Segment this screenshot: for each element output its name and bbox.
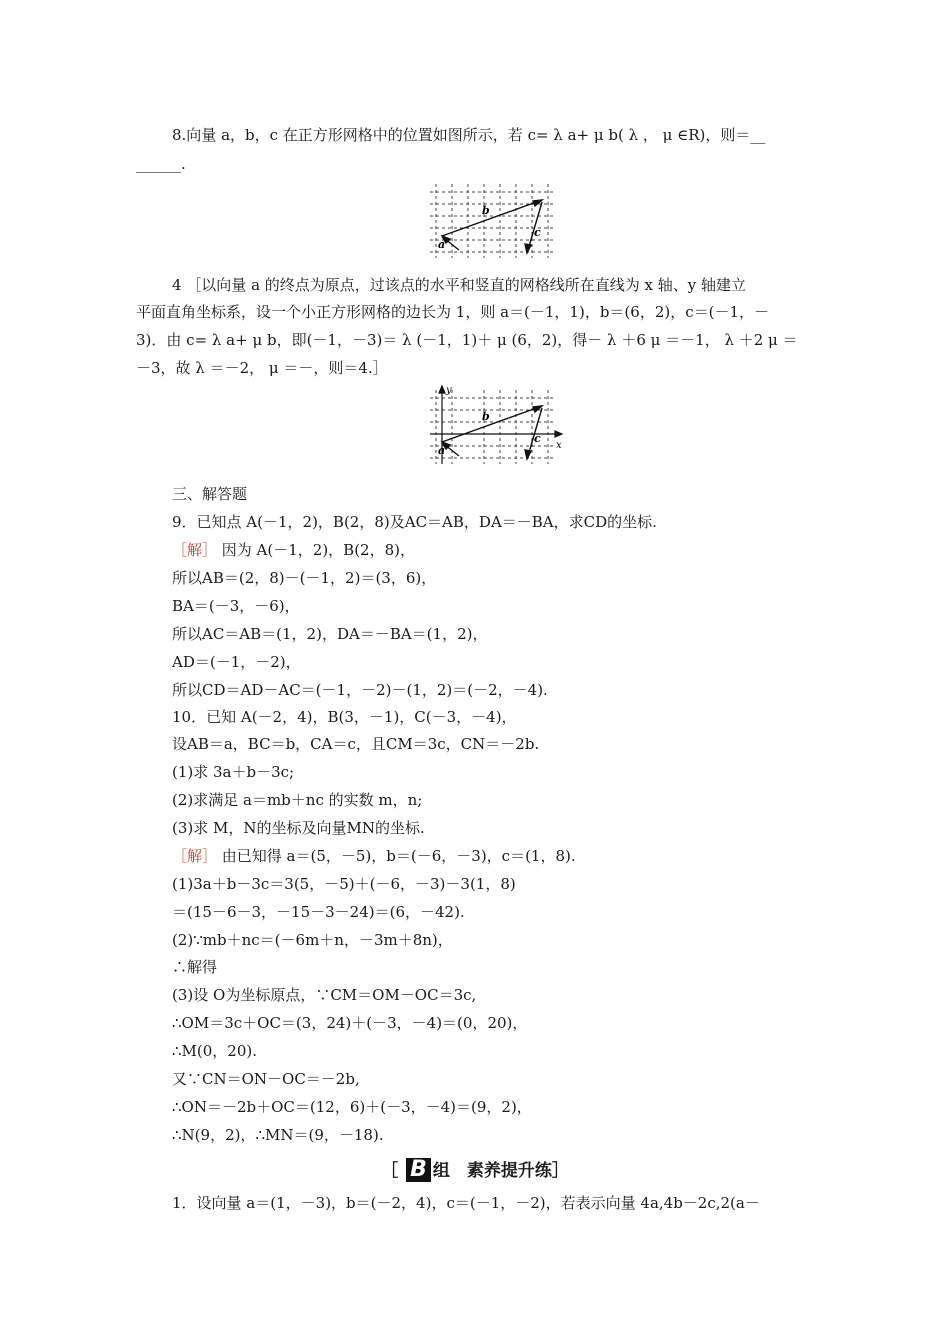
fig2-label-c: c: [534, 432, 541, 445]
q10-line15: ∴ON＝－2b＋OC＝(12，6)＋(－3，－4)＝(9，2)，: [172, 1098, 532, 1116]
q10-line14: 又∵CN＝ON－OC＝－2b,: [172, 1070, 360, 1088]
fig2-label-a: a: [438, 444, 446, 457]
ans8-line2: 平面直角坐标系，设一个小正方形网格的边长为 1，则 a＝(－1，1)，b＝(6，2)，c＝(－1，－: [136, 303, 770, 321]
q10-line6-text: 由已知得 a＝(5，－5)，b＝(－6，－3)，c＝(1，8).: [217, 847, 576, 865]
section-b-close: ］: [551, 1161, 569, 1181]
q9-line7: 所以CD＝AD－AC＝(－1，－2)－(1，2)＝(－2，－4).: [172, 681, 548, 699]
q10-line10: ∴解得: [172, 958, 218, 976]
q9-line1: 9．已知点 A(－1，2)，B(2，8)及AC＝AB，DA＝－BA，求CD的坐标.: [172, 513, 657, 531]
ans8-line4: －3，故 λ ＝－2， μ ＝－，则＝4.］: [136, 359, 388, 377]
q10-line5: (3)求 M，N的坐标及向量MN的坐标.: [172, 819, 425, 837]
fig2-axis-x: x: [556, 440, 562, 451]
vector-grid-figure-1: [426, 182, 560, 260]
q9-line3: 所以AB＝(2，8)－(－1，2)＝(3，6)，: [172, 569, 437, 587]
q9-line2-text: 因为 A(－1，2)，B(2，8)，: [217, 541, 415, 559]
vector-grid-figure-2: [426, 384, 566, 466]
q10-line2: 设AB＝a，BC＝b，CA＝c，且CM＝3c，CN＝－2b.: [172, 735, 540, 753]
b1-line1: 1．设向量 a＝(1，－3)，b＝(－2，4)，c＝(－1，－2)，若表示向量 4a,4b－2c,2(a－: [172, 1194, 760, 1212]
q10-line8: ＝(15－6－3，－15－3－24)＝(6，－42).: [172, 903, 465, 921]
section-b-title: [0, 1156, 950, 1182]
solution-tag: ［解］: [172, 541, 218, 559]
q10-line13: ∴M(0，20).: [172, 1042, 258, 1060]
q8-line1: 8.向量 a，b，c 在正方形网格中的位置如图所示，若 c= λ a+ μ b( λ ， μ ∈R)，则＝__: [172, 126, 766, 144]
fig1-label-c: c: [534, 226, 541, 239]
q10-line12: ∴OM＝3c＋OC＝(3，24)＋(－3，－4)＝(0，20)，: [172, 1014, 528, 1032]
section-heading: 三、解答题: [172, 485, 248, 503]
b-group-mark: B: [406, 1158, 431, 1182]
q10-line6: [172, 846, 576, 866]
q10-line1: 10．已知 A(－2，4)，B(3，－1)，C(－3，－4)，: [172, 708, 517, 726]
q9-line6: AD＝(－1，－2)，: [172, 653, 301, 671]
section-b-open: ［: [381, 1161, 399, 1181]
q10-line16: ∴N(9，2)，∴MN＝(9，－18).: [172, 1126, 384, 1144]
solution-tag: ［解］: [172, 847, 218, 865]
ans8-line1: 4 ［以向量 a 的终点为原点，过该点的水平和竖直的网格线所在直线为 x 轴、y 轴建立: [172, 276, 747, 294]
fig2-label-b: b: [482, 410, 490, 423]
q9-line4: BA＝(－3，－6)，: [172, 597, 300, 615]
q8-line2: ______.: [136, 155, 186, 173]
q10-line4: (2)求满足 a＝mb＋nc 的实数 m，n;: [172, 791, 423, 809]
q10-line9: (2)∵mb＋nc＝(－6m＋n，－3m＋8n)，: [172, 931, 453, 949]
q9-line5: 所以AC＝AB＝(1，2)，DA＝－BA＝(1，2)，: [172, 625, 488, 643]
section-b-text: 组 素养提升练: [432, 1161, 552, 1181]
fig1-label-b: b: [482, 204, 490, 217]
q10-line11: (3)设 O为坐标原点，∵CM＝OM－OC＝3c,: [172, 986, 477, 1004]
q10-line3: (1)求 3a＋b－3c;: [172, 763, 295, 781]
ans8-line3: 3)．由 c= λ a+ μ b，即(－1，－3)＝ λ (－1，1)＋ μ (6，2)，得－ λ ＋6 μ ＝－1， λ ＋2 μ ＝: [136, 331, 798, 349]
fig1-label-a: a: [438, 238, 446, 251]
q10-line7: (1)3a＋b－3c＝3(5，－5)＋(－6，－3)－3(1，8): [172, 875, 516, 893]
fig2-axis-y: y: [446, 385, 452, 396]
q9-line2: [172, 540, 415, 560]
